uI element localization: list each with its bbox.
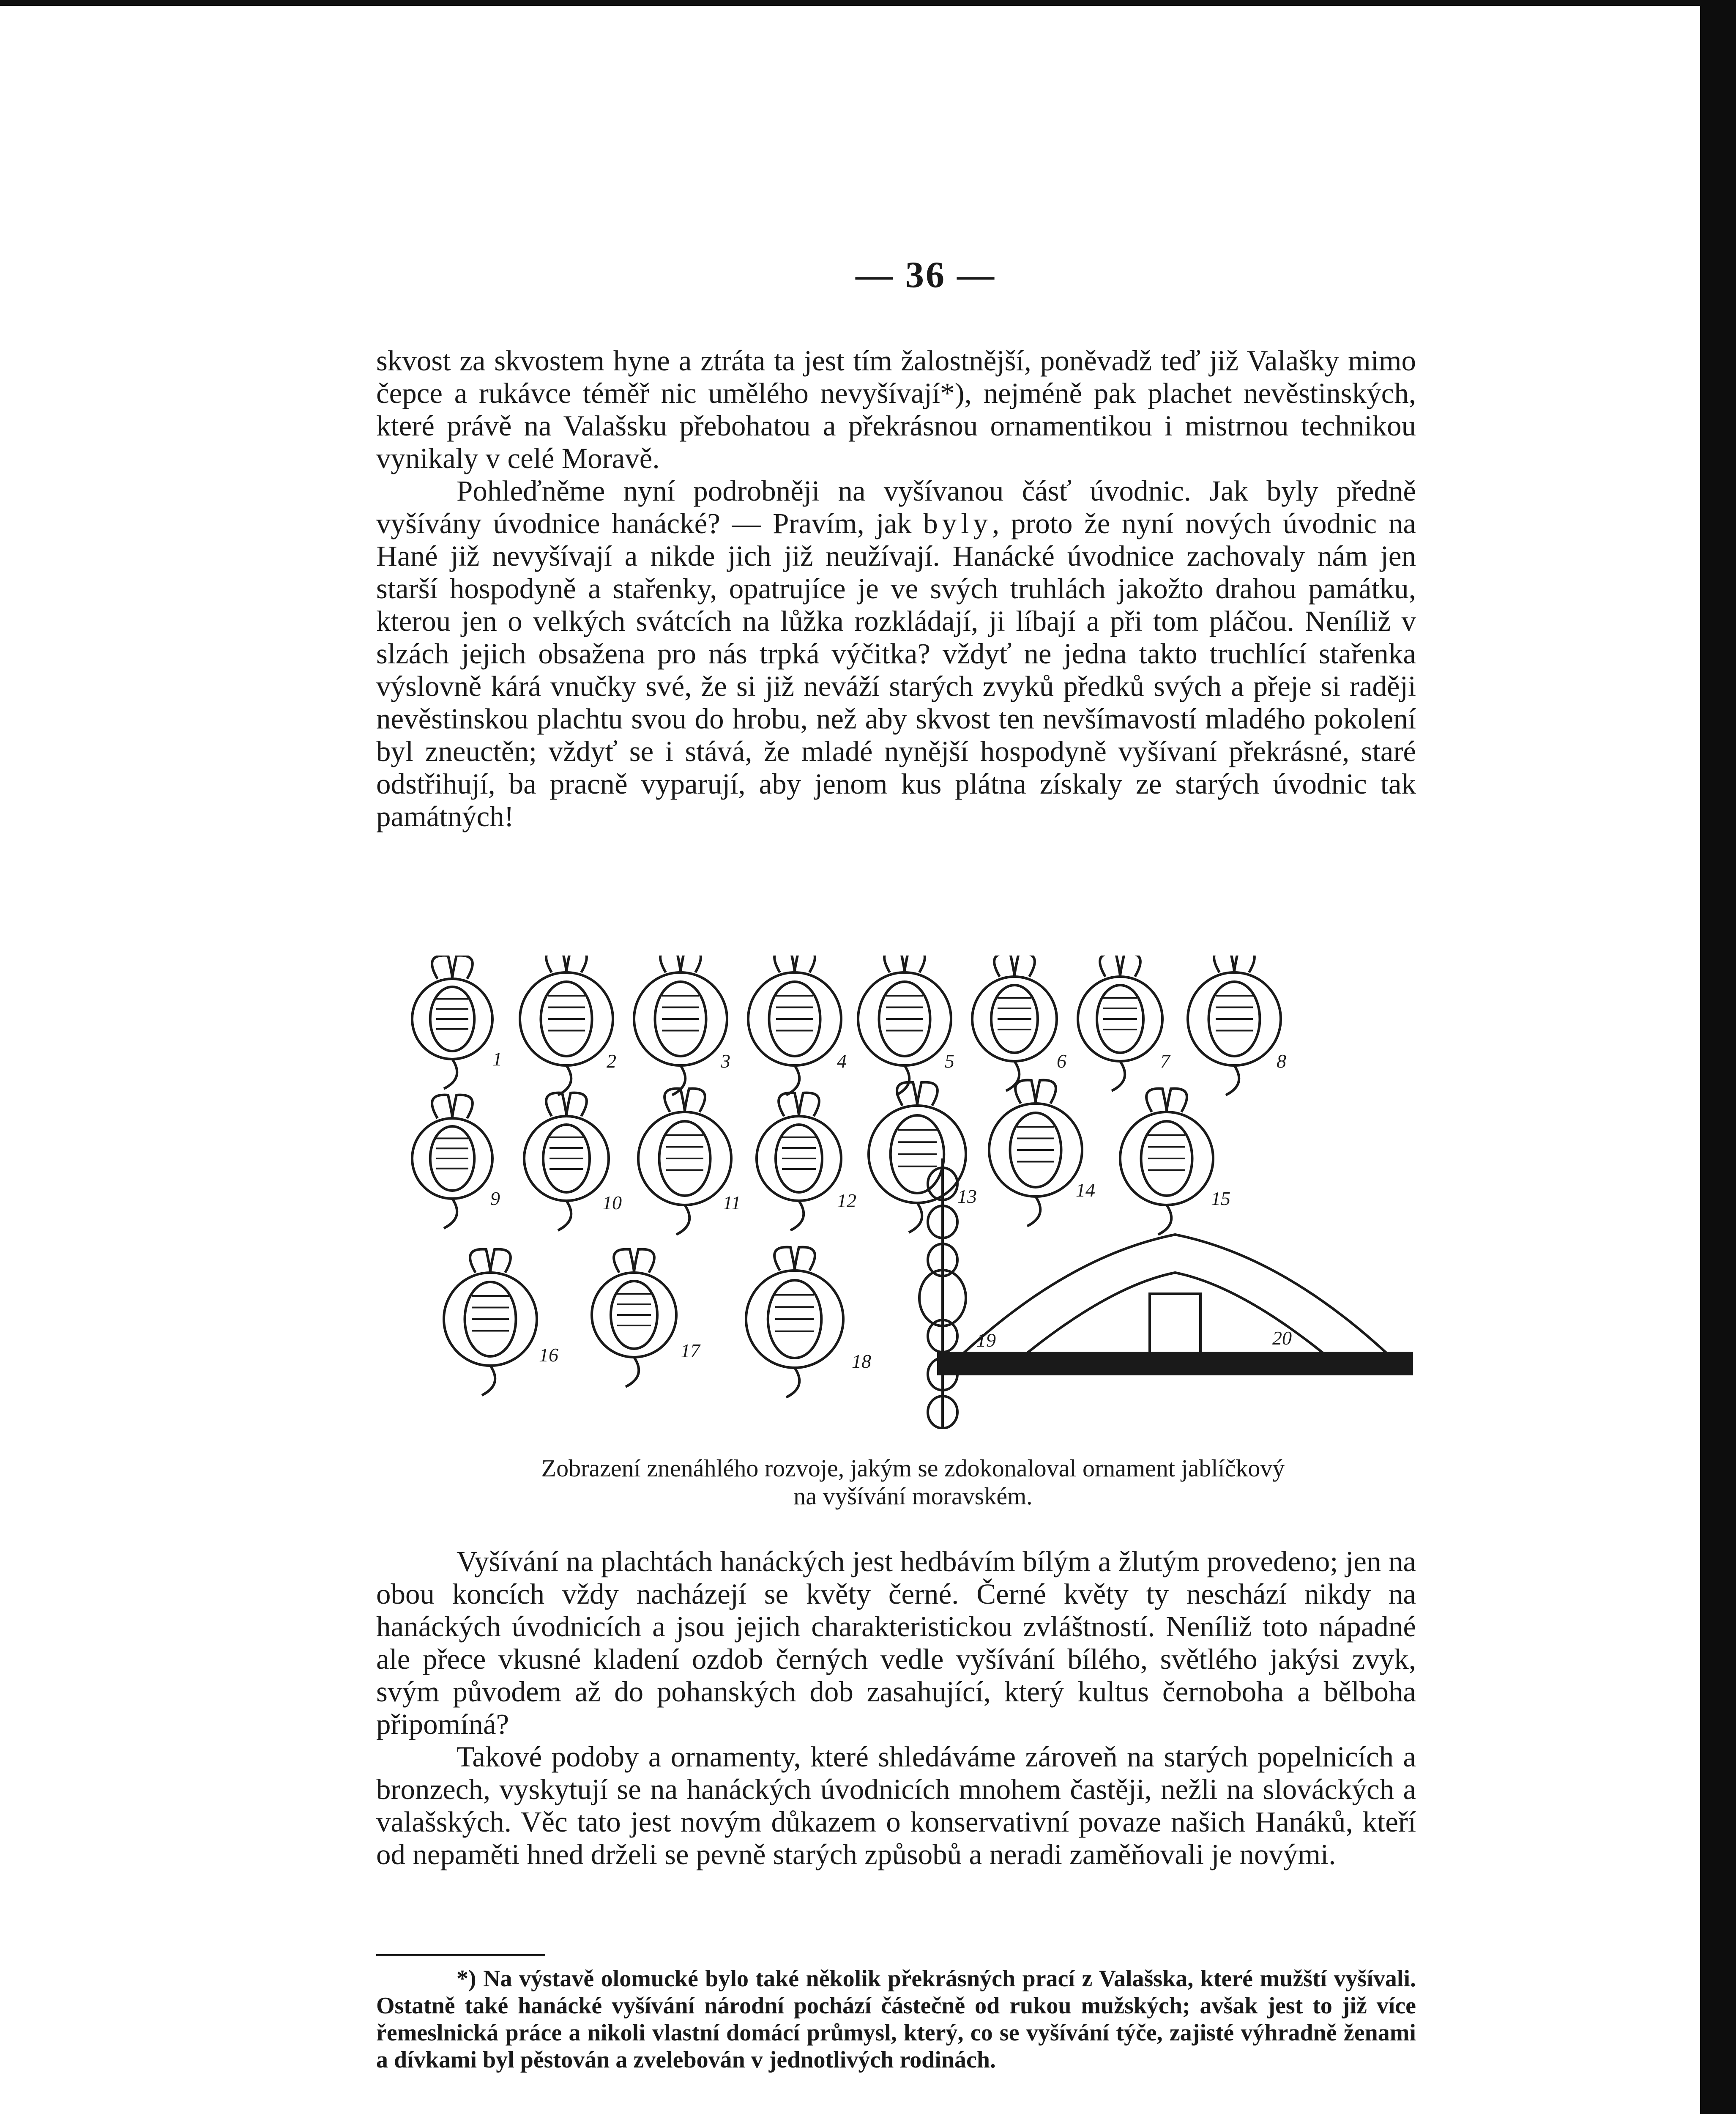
paragraph-4: Takové podoby a ornamenty, které shledáváme zároveň na starých popelnicích a bronzech, vyskytují se na hanáckých úvodnicích mnohem častěji, nežli na slováckých a valašských. Věc tato jest novým důkazem o konservativní povaze našich Hanáků, kteří od nepaměti hned drželi se pevně starých způsobů a neradi zaměňovali je novými.: [376, 1741, 1416, 1870]
scan-border-right: [1700, 0, 1736, 2114]
ornament-label-2: 2: [607, 1050, 616, 1072]
ornament-label-8: 8: [1277, 1050, 1286, 1072]
ornament-3: [634, 956, 727, 1095]
ornament-7: [1078, 956, 1162, 1091]
ornament-label-17: 17: [681, 1340, 700, 1361]
ornament-18: [746, 1247, 843, 1397]
ornament-label-5: 5: [945, 1050, 954, 1072]
caption-line-2: na vyšívání moravském.: [793, 1482, 1033, 1510]
ornament-label-16: 16: [539, 1344, 558, 1366]
ornament-label-18: 18: [852, 1350, 871, 1372]
ornament-label-7: 7: [1160, 1050, 1170, 1072]
ornament-1: [412, 956, 492, 1089]
ornament-10: [524, 1093, 609, 1230]
body-text-top: [376, 345, 1416, 833]
ornament-2: [520, 956, 613, 1095]
ornament-figure: [406, 956, 1420, 1429]
ornament-14: [989, 1080, 1082, 1226]
ornament-label-4: 4: [837, 1050, 847, 1072]
ornament-label-19: 19: [976, 1329, 996, 1351]
ornament-label-15: 15: [1211, 1188, 1230, 1209]
paragraph-3: Vyšívání na plachtách hanáckých jest hedbávím bílým a žlutým provedeno; jen na obou koncích vždy nacházejí se květy černé. Černé květy ty neschází nikdy na hanáckých úvodnicích a jsou jejich charakteristickou zvláštností. Neníliž toto nápadné ale přece vkusné kladení ozdob černých vedle vyšívání bílého, světlého jakýsi zvyk, svým původem až do pohanských dob zasahující, který kultus černoboha a bělboha připomíná?: [376, 1545, 1416, 1740]
footnote-text: *) Na výstavě olomucké bylo také několik překrásných prací z Valašska, které mužští vyšívali. Ostatně také hanácké vyšívání národní pochází částečně od rukou mužských; avšak jest to již více řemeslnická práce a nikoli vlastní domácí průmysl, který, co se vyšívání týče, zajisté výhradně ženami a dívkami byl pěstován a zvelebován v jednotlivých rodinách.: [376, 1966, 1416, 2073]
ornament-label-14: 14: [1076, 1179, 1095, 1201]
ornament-8: [1188, 956, 1281, 1095]
caption-line-1: Zobrazení znenáhlého rozvoje, jakým se zdokonaloval ornament jablíčkový: [541, 1454, 1285, 1482]
ornament-16: [444, 1249, 537, 1395]
ornament-12: [757, 1093, 841, 1230]
emphasis-byly: byly: [923, 507, 992, 539]
ornament-label-6: 6: [1057, 1050, 1066, 1072]
footnote: [376, 1965, 1416, 2073]
ornament-label-1: 1: [492, 1048, 502, 1070]
page-number: — 36 —: [856, 255, 996, 296]
scan-border-top: [0, 0, 1736, 6]
ornament-6: [972, 956, 1057, 1091]
ornament-label-9: 9: [490, 1188, 500, 1209]
ornament-11: [638, 1089, 731, 1235]
ornament-label-3: 3: [721, 1050, 730, 1072]
ornament-5: [858, 956, 951, 1095]
figure-caption: [414, 1454, 1412, 1510]
paragraph-2: [376, 475, 1416, 833]
ornament-label-10: 10: [602, 1192, 622, 1213]
footnote-rule: [376, 1954, 545, 1956]
ornament-label-11: 11: [723, 1192, 741, 1213]
ornament-9: [412, 1095, 492, 1228]
paragraph-2-start: Pohleďněme nyní podrobněji na vyšívanou čásť úvodnic. Jak byly předně vyšívány úvodnice hanácké? — Pravím, jak: [376, 475, 1416, 539]
ornament-4: [748, 956, 841, 1095]
ornament-label-20: 20: [1272, 1327, 1292, 1349]
ornament-illustration: [406, 956, 1420, 1429]
ornament-17: [592, 1249, 676, 1387]
paragraph-1: skvost za skvostem hyne a ztráta ta jest tím žalostnější, poněvadž teď již Valašky mimo čepce a rukávce téměř nic umělého nevyšívají*), nejméně pak plachet nevěstinských, které právě na Valašsku přebohatou a překrásnou ornamentikou i mistrnou technikou vynikaly v celé Moravě.: [376, 345, 1416, 474]
body-text-bottom: [376, 1545, 1416, 1871]
ornament-label-12: 12: [837, 1190, 856, 1211]
ornament-20: [938, 1235, 1412, 1374]
ornament-15: [1120, 1089, 1213, 1235]
ornament-label-13: 13: [957, 1186, 977, 1207]
paragraph-2-rest: , proto že nyní nových úvodnic na Hané již nevyšívají a nikde jich již neužívají. Hanácké úvodnice zachovaly nám jen starší hospodyně a stařenky, opatrujíce je ve svých truhlách jakožto drahou památku, kterou jen o velkých svátcích na lůžka rozkládají, ji líbají a při tom pláčou. Neníliž v slzách jejich obsažena pro nás trpká výčitka? vždyť ne jedna takto truchlící stařenka výslovně kárá vnučky své, že si již neváží starých zvyků předků svých a přeje si raději nevěstinskou plachtu svou do hrobu, než aby skvost ten nevšímavostí mladého pokolení byl zneuctěn; vždyť se i stává, že mladé nynější hospodyně vyšívaní překrásné, staré odstřihují, ba pracně vyparují, aby jenom kus plátna získaly ze starých úvodnic tak památných!: [376, 507, 1416, 832]
